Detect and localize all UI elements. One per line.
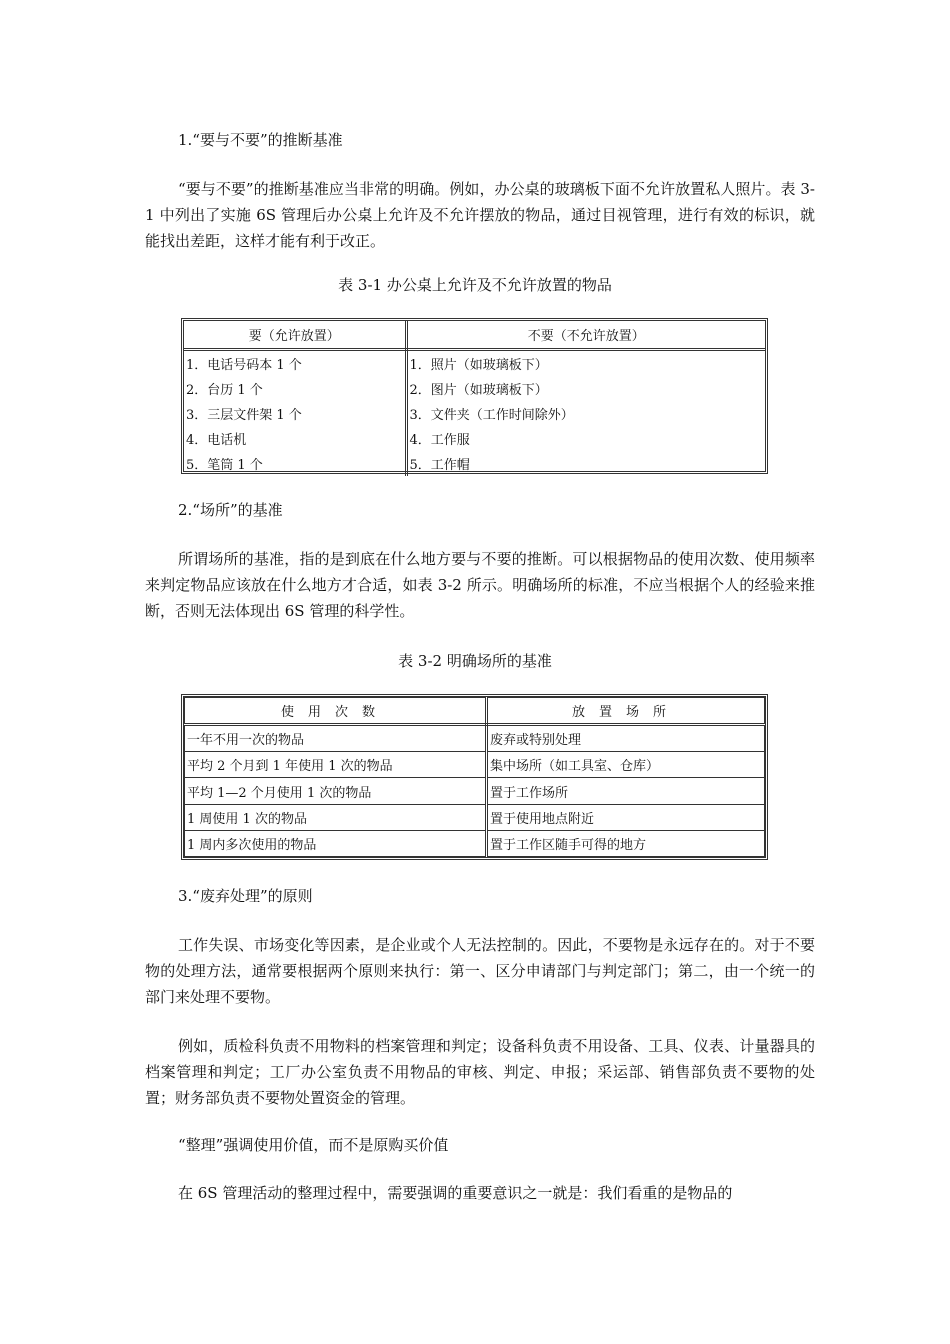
table-row — [185, 804, 765, 830]
table-row — [184, 451, 765, 476]
section2-heading: 2.“场所”的基准 — [178, 501, 283, 519]
section4-paragraph: 在 6S 管理活动的整理过程中，需要强调的重要意识之一就是：我们看重的是物品的 — [178, 1184, 733, 1202]
table-cell: 1．电话号码本 1 个 — [184, 350, 406, 377]
table-cell: 5．笔筒 1 个 — [184, 451, 406, 476]
table-cell: 1 周使用 1 次的物品 — [185, 804, 487, 830]
table-row — [184, 401, 765, 426]
table-cell: 4．电话机 — [184, 426, 406, 451]
table-row — [184, 376, 765, 401]
section1-heading: 1.“要与不要”的推断基准 — [178, 131, 343, 149]
table-cell: 一年不用一次的物品 — [185, 725, 487, 752]
table-cell: 置于工作场所 — [487, 778, 765, 804]
table2-caption: 表 3-2 明确场所的基准 — [398, 652, 552, 670]
table-cell: 集中场所（如工具室、仓库） — [487, 752, 765, 778]
table-cell: 2．图片（如玻璃板下） — [409, 383, 548, 398]
table2-header-cell: 使用次数 — [185, 698, 487, 725]
table-row — [184, 426, 765, 451]
table-row — [185, 752, 765, 778]
section2-paragraph: 所谓场所的基准，指的是到底在什么地方要与不要的推断。可以根据物品的使用次数、使用频率来判定物品应该放在什么地方才合适，如表 3-2 所示。明确场所的标准，不应当根据个人的经验来推断，否则无法体现出 6S 管理的科学性。 — [145, 550, 815, 620]
table1-caption: 表 3-1 办公桌上允许及不允许放置的物品 — [338, 276, 612, 294]
section3-heading: 3.“废弃处理”的原则 — [178, 887, 313, 905]
table-cell: 5．工作帽 — [409, 458, 470, 473]
section4-heading: “整理”强调使用价值，而不是原购买价值 — [178, 1136, 449, 1154]
table-cell: 3．三层文件架 1 个 — [184, 401, 406, 426]
table-cell: 1．照片（如玻璃板下） — [409, 358, 548, 373]
section1-paragraph: “要与不要”的推断基准应当非常的明确。例如，办公桌的玻璃板下面不允许放置私人照片。表 3-1 中列出了实施 6S 管理后办公桌上允许及不允许摆放的物品，通过目视管理，进行有效的标识，就能找出差距，这样才能有利于改正。 — [145, 180, 815, 250]
section3-paragraph-2: 例如，质检科负责不用物料的档案管理和判定；设备科负责不用设备、工具、仪表、计量器具的档案管理和判定；工厂办公室负责不用物品的审核、判定、申报；采运部、销售部负责不要物的处置；财务部负责不要物处置资金的管理。 — [145, 1037, 815, 1107]
table-cell: 平均 2 个月到 1 年使用 1 次的物品 — [185, 752, 487, 778]
section3-paragraph-1: 工作失误、市场变化等因素，是企业或个人无法控制的。因此，不要物是永远存在的。对于不要物的处理方法，通常要根据两个原则来执行：第一、区分申请部门与判定部门；第二，由一个统一的部门来处理不要物。 — [145, 936, 815, 1006]
table-cell: 废弃或特别处理 — [487, 725, 765, 752]
table-row — [185, 725, 765, 752]
table2-header-cell: 放置场所 — [487, 698, 765, 725]
table-cell: 置于工作区随手可得的地方 — [487, 830, 765, 856]
table-cell: 置于使用地点附近 — [487, 804, 765, 830]
table-row — [185, 778, 765, 804]
table1 — [181, 318, 768, 474]
table1-header-cell: 要（允许放置） — [184, 321, 406, 350]
table-row — [185, 830, 765, 856]
table-cell: 2．台历 1 个 — [184, 376, 406, 401]
table1-header-cell: 不要（不允许放置） — [406, 321, 765, 350]
table-cell: 3．文件夹（工作时间除外） — [409, 408, 574, 423]
table2-header-row — [185, 698, 765, 725]
table-cell: 1 周内多次使用的物品 — [185, 830, 487, 856]
table1-header-row — [184, 321, 765, 350]
table2 — [181, 694, 768, 860]
table-row — [184, 350, 765, 377]
table-cell: 4．工作服 — [409, 433, 470, 448]
table-cell: 平均 1—2 个月使用 1 次的物品 — [185, 778, 487, 804]
